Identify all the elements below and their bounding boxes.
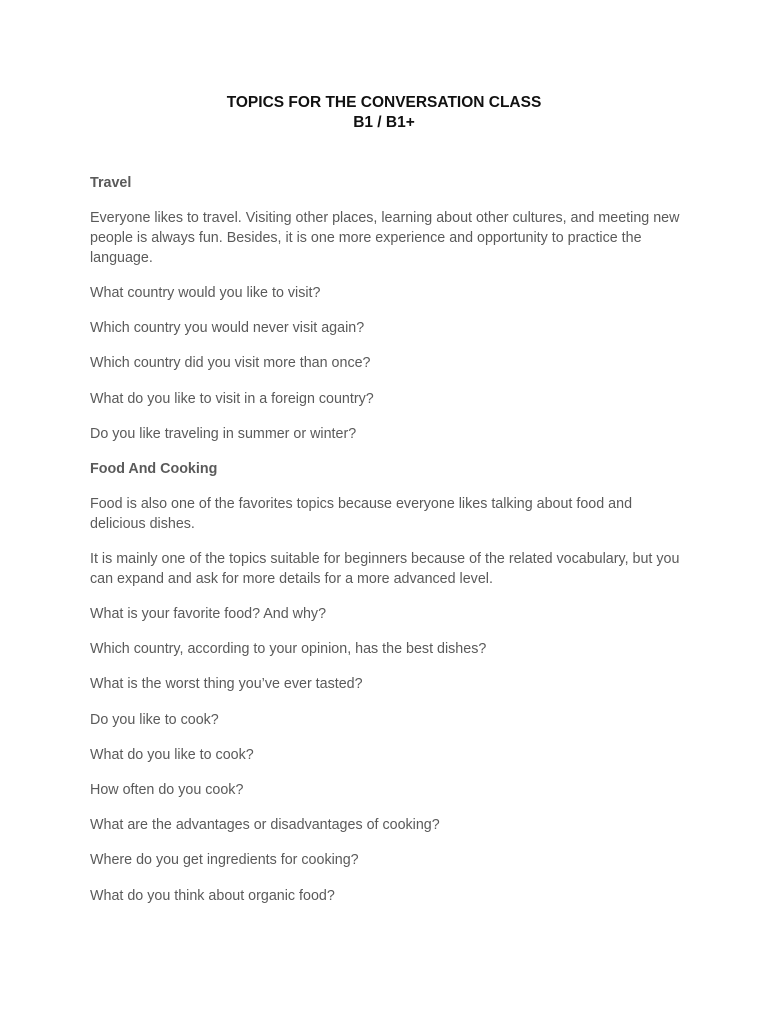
- page-title: TOPICS FOR THE CONVERSATION CLASS: [226, 94, 542, 111]
- section-paragraph: Everyone likes to travel. Visiting other places, learning about other cultures, and meeting new people is always fun. Besides, it is one more experience and opportunity to practice the language.: [90, 210, 680, 266]
- section-paragraph: It is mainly one of the topics suitable for beginners because of the related vocabulary, but you can expand and ask for more details for a more advanced level.: [90, 551, 680, 587]
- question-item: What country would you like to visit?: [90, 284, 321, 301]
- question-item: Where do you get ingredients for cooking?: [90, 852, 359, 869]
- question-item: Which country, according to your opinion, has the best dishes?: [90, 641, 487, 658]
- title-block: [0, 93, 768, 133]
- question-item: What do you think about organic food?: [90, 887, 335, 904]
- section-heading-travel: Travel: [90, 175, 132, 191]
- question-item: What is your favorite food? And why?: [90, 606, 327, 623]
- page-subtitle: B1 / B1+: [353, 114, 415, 131]
- question-item: Do you like traveling in summer or winter?: [90, 425, 357, 442]
- question-item: What do you like to cook?: [90, 746, 254, 763]
- question-item: What is the worst thing you’ve ever tasted?: [90, 676, 363, 693]
- question-item: How often do you cook?: [90, 782, 244, 798]
- document-body: [90, 174, 690, 922]
- question-item: Do you like to cook?: [90, 711, 219, 728]
- section-heading-food-and-cooking: Food And Cooking: [90, 460, 218, 477]
- question-item: Which country did you visit more than once?: [90, 355, 371, 372]
- question-item: What do you like to visit in a foreign country?: [90, 390, 374, 407]
- question-item: What are the advantages or disadvantages of cooking?: [90, 817, 440, 834]
- section-paragraph: Food is also one of the favorites topics because everyone likes talking about food and delicious dishes.: [90, 496, 633, 532]
- question-item: Which country you would never visit again?: [90, 320, 365, 337]
